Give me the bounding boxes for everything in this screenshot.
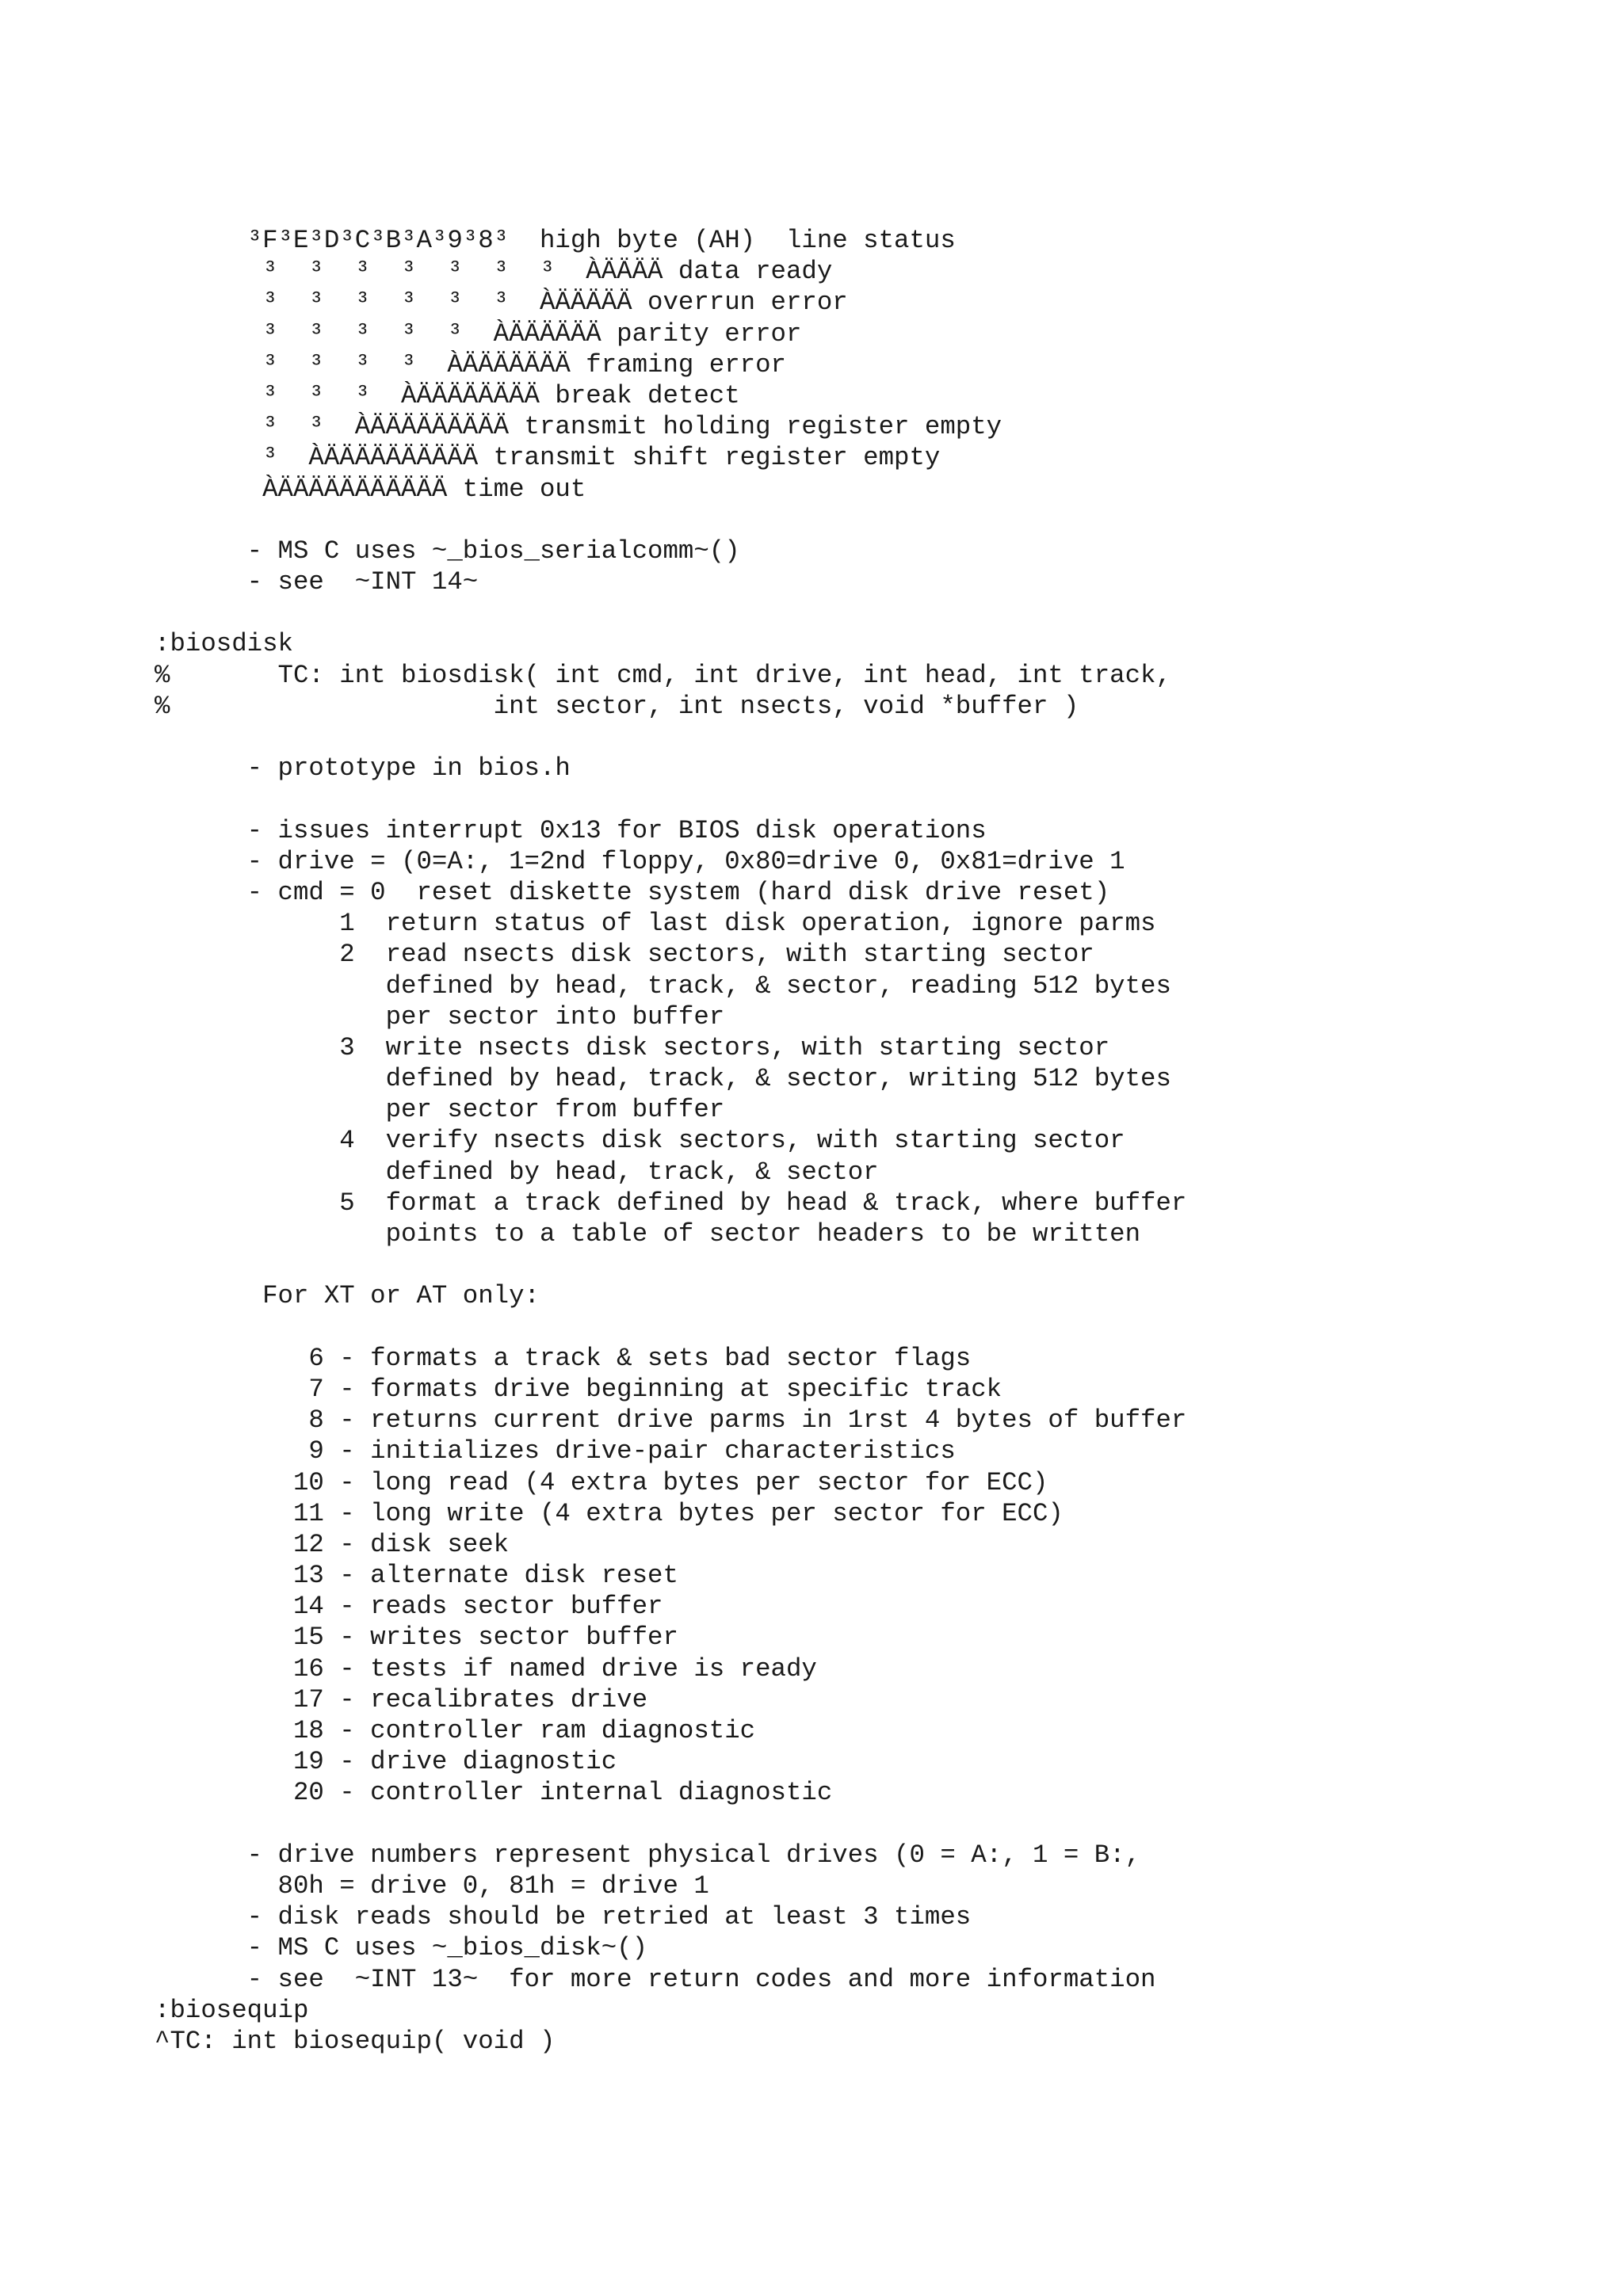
doc-line: 6 - formats a track & sets bad sector flags <box>155 1343 972 1373</box>
doc-line: :biosequip <box>155 1995 309 2025</box>
doc-line <box>155 597 1186 628</box>
doc-line: - drive numbers represent physical drives (0 = A:, 1 = B:, <box>155 1840 1141 1870</box>
doc-line: 2 read nsects disk sectors, with starting sector <box>155 940 1094 970</box>
doc-line: per sector into buffer <box>155 1001 725 1032</box>
doc-line: 10 - long read (4 extra bytes per sector for ECC) <box>155 1467 1048 1497</box>
doc-line: - drive = (0=A:, 1=2nd floppy, 0x80=drive 0, 0x81=drive 1 <box>155 846 1125 876</box>
doc-line: - prototype in bios.h <box>155 753 571 784</box>
doc-line: 13 - alternate disk reset <box>155 1561 678 1591</box>
doc-line <box>155 722 1186 753</box>
doc-line <box>155 1249 1186 1280</box>
doc-line <box>155 1312 1186 1343</box>
doc-line: ^TC: int biosequip( void ) <box>155 2026 556 2056</box>
doc-line: 11 - long write (4 extra bytes per sector for ECC) <box>155 1498 1064 1528</box>
doc-line: 80h = drive 0, 81h = drive 1 <box>155 1871 709 1901</box>
doc-line: 3 write nsects disk sectors, with starting sector <box>155 1032 1110 1062</box>
doc-line: 14 - reads sector buffer <box>155 1592 663 1622</box>
doc-line: ³ ³ ³ ÀÄÄÄÄÄÄÄÄ break detect <box>155 380 740 410</box>
doc-line: ³ ³ ³ ³ ÀÄÄÄÄÄÄÄ framing error <box>155 349 786 379</box>
doc-line: - see ~INT 13~ for more return codes and more information <box>155 1964 1156 1994</box>
doc-line: 12 - disk seek <box>155 1529 510 1559</box>
doc-line <box>155 1809 1186 1840</box>
doc-line: % TC: int biosdisk( int cmd, int drive, int head, int track, <box>155 660 1171 690</box>
doc-line: defined by head, track, & sector, reading 512 bytes <box>155 971 1171 1001</box>
doc-line: 8 - returns current drive parms in 1rst 4 bytes of buffer <box>155 1405 1187 1436</box>
doc-line: For XT or AT only: <box>155 1281 540 1311</box>
doc-line: per sector from buffer <box>155 1095 725 1125</box>
doc-line: - cmd = 0 reset diskette system (hard disk drive reset) <box>155 877 1110 907</box>
doc-line: - MS C uses ~_bios_serialcomm~() <box>155 536 740 566</box>
doc-line: 17 - recalibrates drive <box>155 1684 648 1714</box>
doc-line: % int sector, int nsects, void *buffer ) <box>155 691 1079 721</box>
doc-line: defined by head, track, & sector, writing 512 bytes <box>155 1064 1171 1094</box>
doc-line: 15 - writes sector buffer <box>155 1623 678 1653</box>
doc-line: 9 - initializes drive-pair characteristics <box>155 1436 956 1466</box>
doc-line: 5 format a track defined by head & track, where buffer <box>155 1188 1187 1218</box>
doc-line: ³ ³ ³ ³ ³ ³ ÀÄÄÄÄÄ overrun error <box>155 288 848 318</box>
doc-line: points to a table of sector headers to be written <box>155 1219 1141 1249</box>
doc-line: ³ ³ ³ ³ ³ ³ ³ ÀÄÄÄÄ data ready <box>155 257 833 287</box>
doc-line <box>155 784 1186 814</box>
doc-line: ³ ÀÄÄÄÄÄÄÄÄÄÄ transmit shift register empty <box>155 443 941 473</box>
doc-line: 4 verify nsects disk sectors, with starting sector <box>155 1126 1125 1156</box>
doc-line: - disk reads should be retried at least 3 times <box>155 1902 972 1932</box>
doc-line: - MS C uses ~_bios_disk~() <box>155 1933 648 1963</box>
doc-line: ÀÄÄÄÄÄÄÄÄÄÄÄ time out <box>155 474 586 504</box>
doc-line: 20 - controller internal diagnostic <box>155 1778 833 1808</box>
document-text <box>155 225 1186 2057</box>
doc-line: ³F³E³D³C³B³A³9³8³ high byte (AH) line status <box>155 226 956 255</box>
doc-line: - see ~INT 14~ <box>155 567 479 597</box>
doc-line: 16 - tests if named drive is ready <box>155 1653 817 1684</box>
doc-line: 18 - controller ram diagnostic <box>155 1716 756 1745</box>
doc-line: ³ ³ ³ ³ ³ ÀÄÄÄÄÄÄ parity error <box>155 318 802 349</box>
doc-line: :biosdisk <box>155 629 293 659</box>
doc-line: 1 return status of last disk operation, ignore parms <box>155 909 1156 939</box>
doc-line: 7 - formats drive beginning at specific track <box>155 1374 1002 1404</box>
doc-line <box>155 505 1186 536</box>
doc-line: ³ ³ ÀÄÄÄÄÄÄÄÄÄ transmit holding register empty <box>155 412 1002 442</box>
doc-line: 19 - drive diagnostic <box>155 1747 617 1777</box>
doc-line: - issues interrupt 0x13 for BIOS disk operations <box>155 815 987 845</box>
doc-line: defined by head, track, & sector <box>155 1157 879 1187</box>
